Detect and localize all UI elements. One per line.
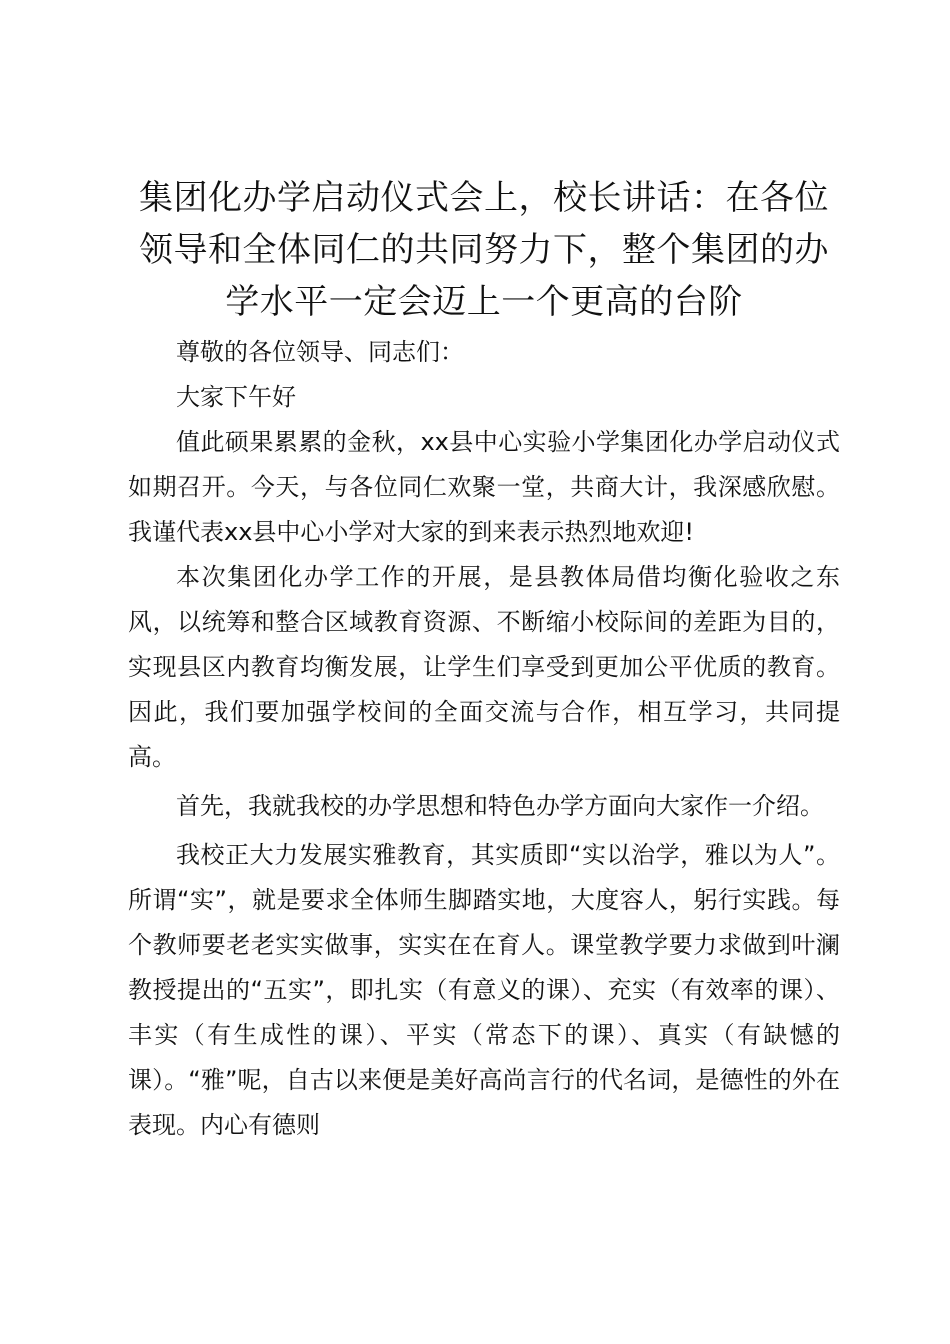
greeting: 大家下午好 (176, 383, 296, 411)
paragraph-introduction: 首先，我就我校的办学思想和特色办学方面向大家作一介绍。 (176, 792, 824, 820)
document-title: 集团化办学启动仪式会上，校长讲话：在各位领导和全体同仁的共同努力下，整个集团的办学水平一定会迈上一个更高的台阶 (139, 178, 829, 322)
document-body (128, 330, 840, 1148)
paragraph-opening: 值此硕果累累的金秋，xx县中心实验小学集团化办学启动仪式如期召开。今天，与各位同仁欢聚一堂，共商大计，我深感欣慰。我谨代表xx县中心小学对大家的到来表示热烈地欢迎! (128, 428, 840, 546)
salutation: 尊敬的各位领导、同志们： (176, 338, 464, 366)
paragraph-shiya-education: 我校正大力发展实雅教育，其实质即“实以治学，雅以为人”。所谓“实”，就是要求全体师生脚踏实地，大度容人，躬行实践。每个教师要老老实实做事，实实在在育人。课堂教学要力求做到叶澜教授提出的“五实”，即扎实（有意义的课）、充实（有效率的课）、丰实（有生成性的课）、平实（常态下的课）、真实（有缺憾的课）。“雅”呢，自古以来便是美好高尚言行的代名词，是德性的外在表现。内心有德则 (128, 841, 840, 1139)
document-page (128, 172, 840, 1148)
paragraph-purpose: 本次集团化办学工作的开展，是县教体局借均衡化验收之东风，以统筹和整合区域教育资源、不断缩小校际间的差距为目的，实现县区内教育均衡发展，让学生们享受到更加公平优质的教育。因此，我们要加强学校间的全面交流与合作，相互学习，共同提高。 (128, 563, 840, 771)
